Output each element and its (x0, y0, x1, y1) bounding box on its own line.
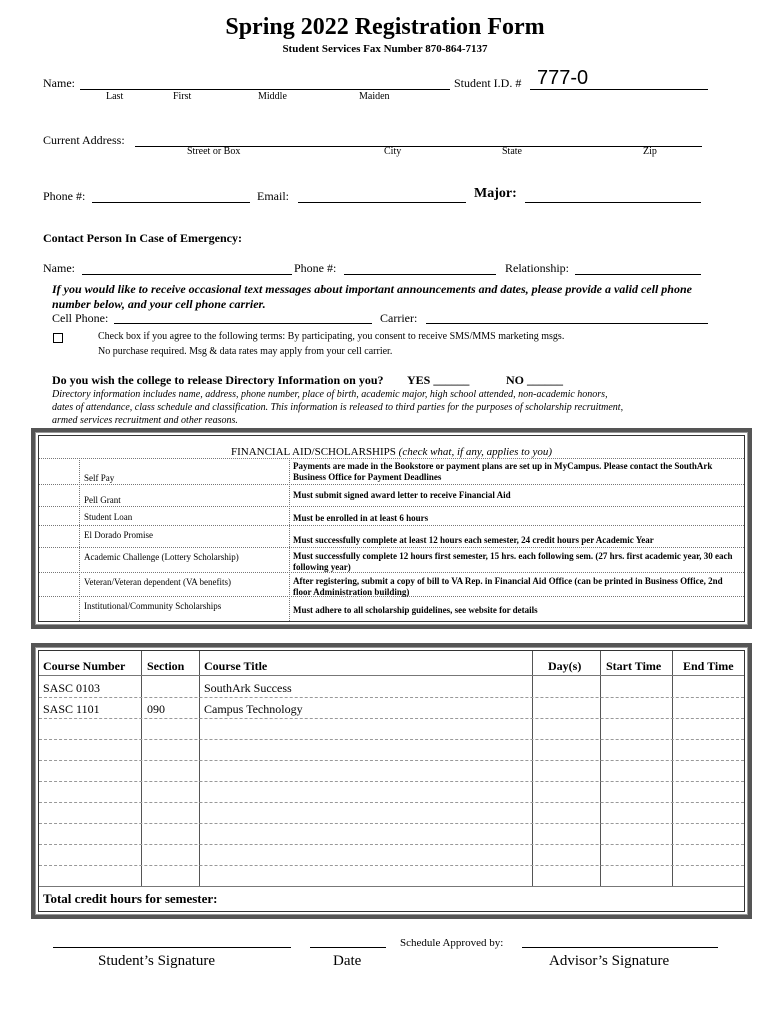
course-row-1-title[interactable]: SouthArk Success (204, 681, 292, 695)
directory-info-line1: Directory information includes name, address, phone number, place of birth, academic major, high school attended, non-academic honors, (52, 389, 608, 400)
col-course-number: Course Number (43, 659, 126, 673)
carrier-label: Carrier: (380, 311, 418, 325)
fa-option-self-pay[interactable]: Self Pay (84, 473, 115, 483)
phone-label: Phone #: (43, 189, 86, 203)
email-label: Email: (257, 189, 289, 203)
advisor-signature-line[interactable] (522, 947, 718, 948)
email-field[interactable] (298, 202, 466, 203)
fa-req-veteran: After registering, submit a copy of bill to VA Rep. in Financial Aid Office (can be printed in Business Office, 2nd floor Administration building) (293, 576, 723, 597)
name-label: Name: (43, 76, 75, 90)
course-row-2-number[interactable]: SASC 1101 (43, 702, 100, 716)
fa-req-pell: Must submit signed award letter to receive Financial Aid (293, 490, 511, 500)
financial-aid-title: FINANCIAL AID/SCHOLARSHIPS (230, 446, 396, 458)
directory-no[interactable]: NO ______ (506, 373, 563, 387)
student-signature-line[interactable] (53, 947, 291, 948)
fa-option-pell[interactable]: Pell Grant (84, 495, 121, 505)
directory-question: Do you wish the college to release Directory Information on you? (52, 373, 384, 387)
advisor-signature-label: Advisor’s Signature (549, 953, 670, 969)
fa-option-el-dorado[interactable]: El Dorado Promise (84, 530, 153, 540)
directory-yes[interactable]: YES ______ (407, 373, 470, 387)
relationship-label: Relationship: (505, 261, 569, 275)
name-sub-maiden: Maiden (359, 91, 390, 102)
name-field[interactable] (80, 89, 450, 90)
cell-phone-field[interactable] (114, 323, 372, 324)
carrier-field[interactable] (426, 323, 708, 324)
directory-info-line2: dates of attendance, class schedule and classification. This information is released to third parties for the purposes of scholarship recruitment, (52, 402, 624, 413)
col-end-time: End Time (683, 659, 734, 673)
fa-req-institutional: Must adhere to all scholarship guidelines, see website for details (293, 605, 538, 615)
name-sub-last: Last (106, 91, 124, 102)
course-row-2-section[interactable]: 090 (147, 702, 165, 716)
col-course-title: Course Title (204, 659, 268, 673)
fa-option-academic-challenge[interactable]: Academic Challenge (Lottery Scholarship) (84, 552, 239, 562)
fa-req-student-loan: Must be enrolled in at least 6 hours (293, 513, 429, 523)
student-id-label: Student I.D. # (454, 76, 522, 90)
name-sub-first: First (173, 91, 192, 102)
fa-option-student-loan[interactable]: Student Loan (84, 512, 133, 522)
address-sub-zip: Zip (643, 146, 657, 157)
sms-consent-checkbox[interactable] (53, 333, 63, 343)
course-table (31, 643, 752, 919)
directory-info-line3: armed services recruitment and other reasons. (52, 415, 238, 426)
emergency-name-label: Name: (43, 261, 75, 275)
student-id-value: 777-0 (537, 67, 589, 89)
address-sub-street: Street or Box (187, 146, 241, 157)
fa-req-academic-challenge: Must successfully complete 12 hours first semester, 15 hrs. each following sem. (27 hrs. first academic year, 30 each following year) (293, 551, 733, 572)
sms-prompt: If you would like to receive occasional text messages about important announcements and dates, please provide a valid cell phone number below, and your cell phone carrier. (52, 282, 692, 311)
fa-req-el-dorado: Must successfully complete at least 12 hours each semester, 24 credit hours per Academic Year (293, 535, 654, 545)
fax-number: Student Services Fax Number 870-864-7137 (282, 43, 488, 55)
financial-aid-box (31, 428, 752, 629)
emergency-name-field[interactable] (82, 274, 292, 275)
name-sub-middle: Middle (258, 91, 287, 102)
col-start-time: Start Time (606, 659, 662, 673)
schedule-approved-label: Schedule Approved by: (400, 937, 504, 949)
address-label: Current Address: (43, 133, 125, 147)
col-days: Day(s) (548, 659, 582, 673)
fa-req-self-pay: Payments are made in the Bookstore or payment plans are set up in MyCampus. Please contact the SouthArk Business Office for Payment Deadlines (293, 461, 713, 482)
phone-field[interactable] (92, 202, 250, 203)
date-label: Date (333, 953, 362, 969)
address-sub-city: City (384, 146, 402, 157)
financial-aid-heading (39, 446, 744, 458)
major-label: Major: (474, 186, 517, 201)
emergency-heading: Contact Person In Case of Emergency: (43, 231, 242, 245)
address-sub-state: State (502, 146, 522, 157)
emergency-phone-label: Phone #: (294, 261, 337, 275)
fa-option-veteran[interactable]: Veteran/Veteran dependent (VA benefits) (84, 577, 232, 587)
emergency-phone-field[interactable] (344, 274, 496, 275)
form-title: Spring 2022 Registration Form (225, 14, 545, 40)
course-row-1-number[interactable]: SASC 0103 (43, 681, 101, 695)
sms-consent-line1: Check box if you agree to the following terms: By participating, you consent to receive SMS/MMS marketing msgs. (98, 331, 565, 342)
student-signature-label: Student’s Signature (98, 953, 216, 969)
financial-aid-note: (check what, if any, applies to you) (398, 446, 553, 458)
date-line[interactable] (310, 947, 386, 948)
relationship-field[interactable] (575, 274, 701, 275)
cell-phone-label: Cell Phone: (52, 311, 109, 325)
fa-option-institutional[interactable]: Institutional/Community Scholarships (84, 601, 222, 611)
total-credit-hours-label: Total credit hours for semester: (43, 891, 218, 906)
col-section: Section (147, 659, 185, 673)
course-row-2-title[interactable]: Campus Technology (204, 702, 303, 716)
sms-consent-line2: No purchase required. Msg & data rates may apply from your cell carrier. (98, 346, 393, 357)
major-field[interactable] (525, 202, 701, 203)
